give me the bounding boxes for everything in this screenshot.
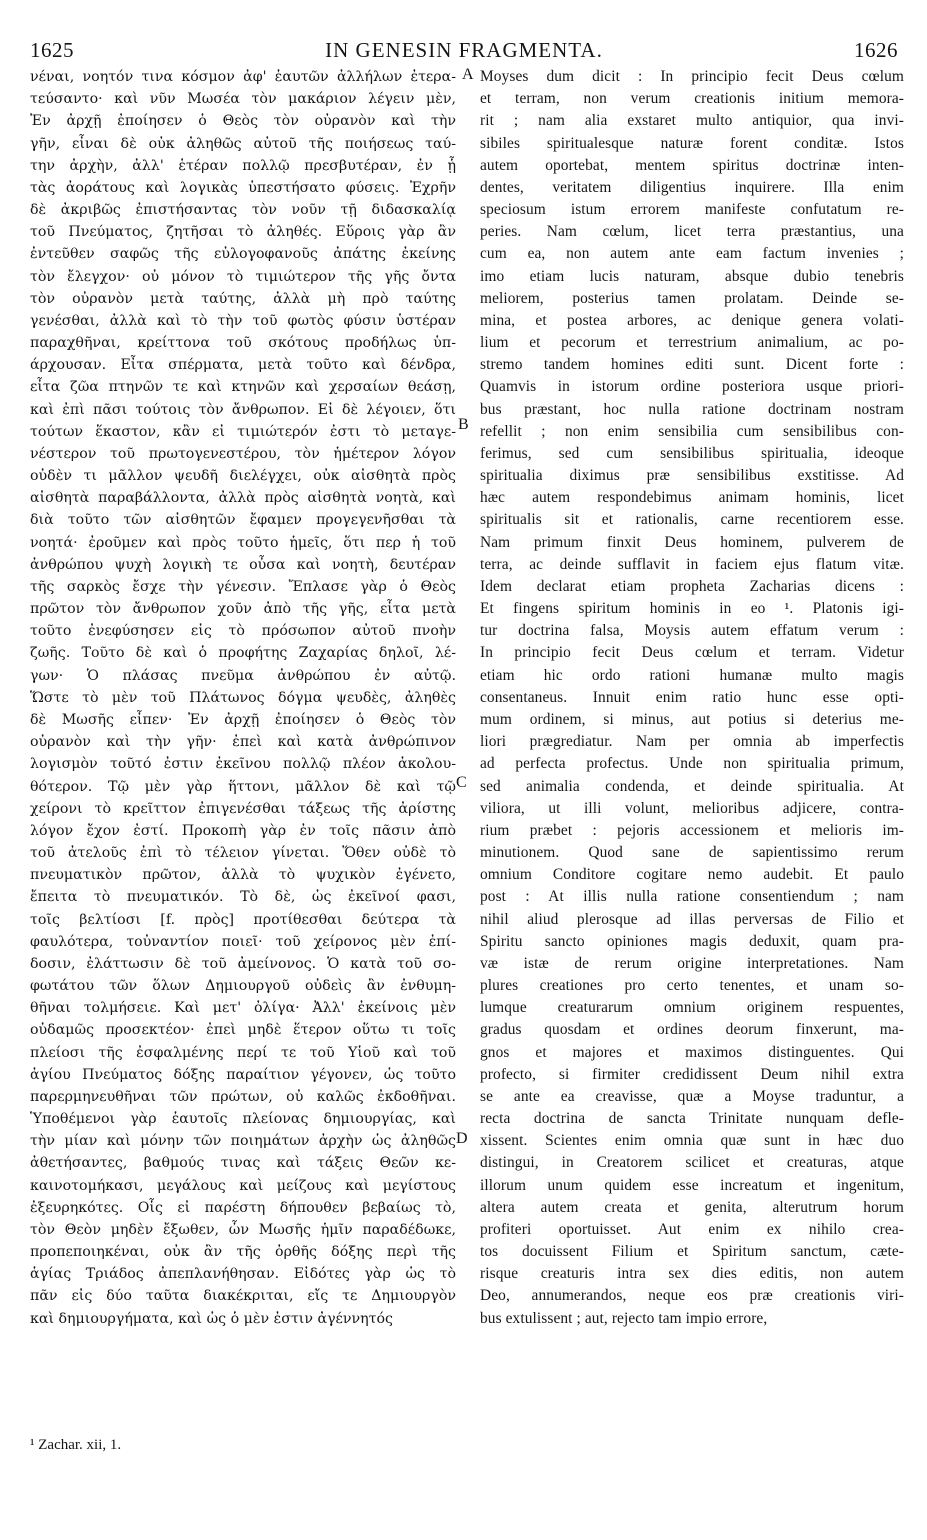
greek-text-line: τῆς σαρκὸς ἔσχε τὴν γένεσιν. Ἔπλασε γὰρ ὁ Θεὸς xyxy=(30,578,456,595)
greek-text-line: διὰ τοῦτο τῶν αἰσθητῶν ἔφαμεν προγεγενῆσθαι τὰ xyxy=(30,512,456,529)
latin-text-line: etiam hic ordo rationi humanæ multo magis xyxy=(480,666,904,684)
greek-text-line: καὶ ἐπὶ πᾶσι τούτοις τὸν ἄνθρωπον. Εἰ δὲ λέγοιεν, ὅτι xyxy=(30,401,456,418)
greek-text-line: γῆν, εἶναι δὲ οὐκ ἀληθῶς αὐτοῦ τῆς ποιήσεως ταύ- xyxy=(30,135,456,152)
section-marker-c: C xyxy=(456,774,467,791)
greek-text-line: τὴν μίαν καὶ μόνην τῶν ποιημάτων ἀρχὴν ὡς ἀληθῶς xyxy=(30,1133,456,1150)
latin-text-line: plures creationes pro certo tenentes, et unam so- xyxy=(480,977,904,995)
greek-text-line: θότερον. Τῷ μὲν γὰρ ἥττονι, μᾶλλον δὲ καὶ τῷ xyxy=(30,778,456,795)
latin-text-line: tos docuissent Filium et Spiritum sanctum, cæte- xyxy=(480,1243,904,1261)
greek-text-line: τοῦτο ἐνεφύσησεν εἰς τὸ πρόσωπον αὐτοῦ πνοὴν xyxy=(30,623,456,640)
latin-text-line: illorum unum quidem esse increatum et ingenitum, xyxy=(480,1176,904,1194)
greek-text-line: τοῦ Πνεύματος, ζητῆσαι τὸ ἀληθές. Εὕροις γὰρ ἂν xyxy=(30,224,456,241)
latin-text-line: bus præstant, hoc nulla ratione doctrinam nostram xyxy=(480,400,904,418)
latin-text-line: Nam primum finxit Deus hominem, pulverem de xyxy=(480,533,904,551)
greek-text-line: ἐντεῦθεν σαφῶς τῆς εὐλογοφανοῦς ἀπάτης ἐκείνης xyxy=(30,246,456,263)
latin-text-line: bus extulissent ; aut, rejecto tam impio errore, xyxy=(480,1309,768,1327)
greek-text-line: δὲ ἀκριβῶς ἐπιστήσαντας τὸν νοῦν τῇ διδασκαλίᾳ xyxy=(30,202,456,219)
latin-text-line: ferimus, sed cum sensibilibus spiritualia, ideoque xyxy=(480,444,904,462)
greek-text-line: τὰς ἀοράτους καὶ λογικὰς ὑπεστήσατο φύσεις. Ἐχρῆν xyxy=(30,179,456,196)
greek-text-line: ζωῆς. Τοῦτο δὲ καὶ ὁ προφήτης Ζαχαρίας δηλοῖ, λέ- xyxy=(30,645,456,662)
latin-text-line: ad perfecta profectus. Unde non spiritualia primum, xyxy=(480,755,904,773)
latin-text-line: rit ; nam alia exstaret multo antiquior, qua invi- xyxy=(480,112,904,130)
latin-text-line: meliorem, posterius tamen prolatam. Deinde se- xyxy=(480,289,904,307)
latin-text-line: se ante ea creavisse, quæ a Moyse traduntur, a xyxy=(480,1087,904,1105)
greek-text-line: καινοτομήκασι, μεγάλους καὶ μείζους καὶ μεγίστους xyxy=(30,1177,456,1194)
greek-text-line: φαυλότερα, τοὐναντίον ποιεῖ· τοῦ χείρονος μὲν ἐπί- xyxy=(30,933,456,950)
greek-text-line: καὶ δημιουργήματα, καὶ ὡς ὁ μὲν ἐστιν ἀγέννητός xyxy=(30,1310,393,1327)
latin-text-line: Moyses dum dicit : In principio fecit Deus cœlum xyxy=(480,68,904,85)
latin-text-line: autem oportebat, mentem spiritus doctrinæ inten- xyxy=(480,156,904,174)
greek-text-line: τὸν οὐρανὸν μετὰ ταύτης, ἀλλὰ μὴ πρὸ ταύτης xyxy=(30,290,456,307)
greek-text-line: δὲ Μωσῆς εἶπεν· Ἐν ἀρχῇ ἐποίησεν ὁ Θεὸς τὸν xyxy=(30,711,456,728)
latin-text-line: lium et pecorum et terrestrium animalium, ac po- xyxy=(480,334,904,352)
latin-text-line: profiteri oportuisset. Aut enim ex nihilo crea- xyxy=(480,1220,904,1238)
footnote: ¹ Zachar. xii, 1. xyxy=(30,1437,122,1453)
greek-text-line: ἁγίου Πνεύματος δόξης παραίτιον γέγονεν, ὡς τοῦτο xyxy=(30,1066,456,1083)
section-marker-b: B xyxy=(458,416,469,433)
greek-text-line: νέστερον τοῦ πρωτογενεστέρου, τὸν ἡμέτερον λόγον xyxy=(30,445,456,462)
greek-text-line: ἁγίας Τριάδος ἀπεπλανήθησαν. Εἰδότες γὰρ ὡς τὸ xyxy=(30,1266,456,1283)
section-marker-a: A xyxy=(462,66,474,83)
greek-text-line: πνευματικὸν πρῶτον, ἀλλὰ τὸ ψυχικὸν ἐγένετο, xyxy=(30,867,456,884)
latin-text-line: Idem declarat etiam propheta Zacharias dicens : xyxy=(480,577,904,595)
latin-text-line: Deo, annumerandos, neque eos præ creationis viri- xyxy=(480,1287,904,1305)
latin-text-line: minutionem. Quod sane de sapientissimo rerum xyxy=(480,844,904,862)
greek-text-line: αἰσθητὰ παραβάλλοντα, ἀλλὰ πρὸς αἰσθητὰ νοητὰ, καὶ xyxy=(30,490,456,507)
greek-text-line: γων· Ὁ πλάσας πνεῦμα ἀνθρώπου ἐν αὐτῷ. xyxy=(30,667,456,684)
latin-text-line: refellit ; non enim sensibilia cum sensibilibus con- xyxy=(480,422,904,440)
greek-text-line: λογισμὸν τοῦτό ἐστιν ἐκεῖνου πολλῷ πλέον ἀκολου- xyxy=(30,756,456,773)
greek-text-line: προπεποιηκέναι, οὐκ ἂν τῆς ὀρθῆς δόξης περὶ τῆς xyxy=(30,1244,456,1261)
latin-text-line: nihil aliud plerosque ad illas perversas de Filio et xyxy=(480,910,904,928)
latin-text-line: In principio fecit Deus cœlum et terram. Videtur xyxy=(480,644,904,662)
greek-text-line: πρῶτον τὸν ἄνθρωπον χοῦν ἀπὸ τῆς γῆς, εἶτα μετὰ xyxy=(30,601,456,618)
latin-text-line: post : At illis nulla ratione consentiendum ; nam xyxy=(480,888,904,906)
greek-text-line: οὐδὲν τι μᾶλλον ψευδῆ διελέγχει, οὐκ αἰσθητὰ πρὸς xyxy=(30,468,456,485)
greek-text-line: φωτάτου τῶν ὅλων Δημιουργοῦ οὐδεὶς ἂν ἐνθυμη- xyxy=(30,978,456,995)
latin-text-line: profecto, si firmiter credidissent Deum nihil extra xyxy=(480,1065,904,1083)
greek-text-column xyxy=(30,66,456,1330)
greek-text-line: την ἀρχὴν, ἀλλ' ἑτέραν πολλῷ πρεσβυτέραν, ἐν ᾗ xyxy=(30,157,456,174)
greek-text-line: τούτων ἕκαστον, κἂν εἰ τιμιώτερόν ἐστι τὸ μεταγε- xyxy=(30,423,456,440)
latin-text-line: stremo tandem homines editi sunt. Dicent forte : xyxy=(480,356,904,374)
right-page-number: 1626 xyxy=(854,38,898,62)
latin-text-line: et terram, non verum creationis initium memora- xyxy=(480,90,904,108)
latin-text-line: tur doctrina falsa, Moysis autem effatum verum : xyxy=(480,622,904,640)
greek-text-line: τοῖς βελτίοσι [f. πρὸς] προτίθεσθαι δεύτερα τὰ xyxy=(30,911,456,928)
latin-text-line: væ istæ de rerum origine interpretationes. Nam xyxy=(480,954,904,972)
latin-text-line: hæc autem respondebimus animam hominis, licet xyxy=(480,489,904,507)
greek-text-line: πλείοσι τῆς ἐσφαλμένης περί τε τοῦ Υἱοῦ καὶ τοῦ xyxy=(30,1044,456,1061)
page-header xyxy=(30,38,898,64)
latin-text-line: mum ordinem, si minus, aut potius si deterius me- xyxy=(480,710,904,728)
latin-text-line: rium præbet : pejoris accessionem et melioris im- xyxy=(480,821,904,839)
latin-text-line: risque creaturis intra sex dies editis, non autem xyxy=(480,1265,904,1283)
greek-text-line: δοσιν, ἐλάττωσιν δὲ τοῦ ἀμείνονος. Ὁ κατὰ τοῦ σο- xyxy=(30,955,456,972)
greek-text-line: άρχουσαν. Εἶτα σπέρματα, μετὰ τοῦτο καὶ δένδρα, xyxy=(30,357,456,374)
greek-text-line: τεύσαντο· καὶ νῦν Μωσέα τὸν μακάριον λέγειν μὲν, xyxy=(30,91,456,108)
latin-text-line: consentaneus. Innuit enim ratio hunc esse opti- xyxy=(480,688,904,706)
latin-text-line: altera autem creata et genita, alterutrum horum xyxy=(480,1198,904,1216)
latin-text-line: liori prægrediatur. Nam per omnia ab imperfectis xyxy=(480,733,904,751)
latin-text-line: mina, et postea arbores, ac denique genera volati- xyxy=(480,311,904,329)
greek-text-line: τὸν Θεὸν μηδὲν ἔξωθεν, ὧν Μωσῆς ἡμῖν παραδέδωκε, xyxy=(30,1221,456,1238)
greek-text-line: Ἐν ἀρχῇ ἐποίησεν ὁ Θεὸς τὸν οὐρανὸν καὶ τὴν xyxy=(30,113,456,130)
latin-text-line: Et fingens spiritum hominis in eo ¹. Platonis igi- xyxy=(480,600,904,618)
latin-text-line: sed animalia condenda, et deinde spiritualia. At xyxy=(480,777,904,795)
latin-text-line: Quamvis in istorum ordine posteriora usque priori- xyxy=(480,378,904,396)
greek-text-line: παρερμηνευθῆναι τῶν πρώτων, οὐ καλῶς ἐκδοθῆναι. xyxy=(30,1088,456,1105)
greek-text-line: ἀνθρώπου ψυχὴ λογικὴ τε οὖσα καὶ νοητὴ, δευτέραν xyxy=(30,556,456,573)
greek-text-line: τοῦ ἀτελοῦς ἐπὶ τὸ τέλειον γίνεται. Ὅθεν οὐδὲ τὸ xyxy=(30,845,456,862)
greek-text-line: λόγον ἔχον ἐστί. Προκοπὴ γὰρ ἐν τοῖς πᾶσιν ἀπὸ xyxy=(30,822,456,839)
greek-text-line: οὐδαμῶς προσεκτέον· ἐπεὶ μηδὲ ἕτερον οὕτω τι τοῖς xyxy=(30,1022,456,1039)
latin-text-column xyxy=(480,66,904,1330)
latin-text-line: distingui, in Creatorem scilicet et creaturas, atque xyxy=(480,1154,904,1172)
greek-text-line: οὐρανὸν καὶ τὴν γῆν· ἐπεὶ καὶ κατὰ ἀνθρώπινον xyxy=(30,734,456,751)
greek-text-line: ἐξευρηκότες. Οἷς εἰ παρέστη δήπουθεν βεβαίως τὸ, xyxy=(30,1199,456,1216)
section-marker-d: D xyxy=(456,1130,468,1147)
greek-text-line: τὸν ἔλεγχον· οὐ μόνον τὸ τιμιώτερον τῆς γῆς ὄντα xyxy=(30,268,456,285)
greek-text-line: νέναι, νοητόν τινα κόσμον ἀφ' ἑαυτῶν ἀλλήλων ἐτερα- xyxy=(30,69,456,85)
greek-text-line: γενέσθαι, ἀλλὰ καὶ τὸ τὴν τοῦ φωτὸς φύσιν ὑστέραν xyxy=(30,312,456,329)
latin-text-line: lumque creaturarum omnium originem respuentes, xyxy=(480,999,904,1017)
latin-text-line: recta doctrina de sancta Trinitate nunquam defle- xyxy=(480,1110,904,1128)
latin-text-line: imo etiam lucis naturam, absque dubio tenebris xyxy=(480,267,904,285)
greek-text-line: Ὑποθέμενοι γὰρ ἑαυτοῖς πλείονας δημιουργίας, καὶ xyxy=(30,1111,456,1128)
latin-text-line: omnium Conditore cogitare nemo audebit. Et paulo xyxy=(480,866,904,884)
greek-text-line: πᾶν εἰς δύο ταῦτα διακέκριται, εἴς τε Δημιουργὸν xyxy=(30,1288,456,1305)
latin-text-line: peries. Nam cœlum, licet terra præstantius, una xyxy=(480,223,904,241)
latin-text-line: gradus quosdam et ordines deorum finxerunt, ma- xyxy=(480,1021,904,1039)
greek-text-line: εἶτα ζῶα πτηνῶν τε καὶ κτηνῶν καὶ χερσαίων θεάσῃ, xyxy=(30,379,456,396)
greek-text-line: θῆναι τολμήσειε. Καὶ μετ' ὀλίγα· Ἀλλ' ἐκείνοις μὲν xyxy=(30,1000,456,1017)
latin-text-line: dentes, veritatem diligentius inquirere. Illa enim xyxy=(480,178,904,196)
latin-text-line: spiritualis sit et rationalis, carne recentiorem esse. xyxy=(480,511,904,529)
latin-text-line: spiritualia diximus præ sensibilibus exstitisse. Ad xyxy=(480,467,904,485)
greek-text-line: ἀθετήσαντες, βαθμούς τινας καὶ τάξεις Θεῶν κε- xyxy=(30,1155,456,1172)
greek-text-line: ἔπειτα τὸ πνευματικόν. Τὸ δὲ, ὡς ἐκεῖνοί φασι, xyxy=(30,889,456,906)
greek-text-line: Ὥστε τὸ μὲν τοῦ Πλάτωνος δόγμα ψευδὲς, ἀληθὲς xyxy=(30,689,456,706)
latin-text-line: Spiritu sancto opiniones magis deduxit, quam pra- xyxy=(480,932,904,950)
latin-text-line: speciosum istum errorem manifeste confutatum re- xyxy=(480,201,904,219)
greek-text-line: νοητά· ἐροῦμεν καὶ πρὸς τοῦτο ἡμεῖς, ὅτι περ ἡ τοῦ xyxy=(30,534,456,551)
greek-text-line: χείρονι τὸ κρεῖττον ἐπιγενέσθαι τάξεως τῆς ἀρίστης xyxy=(30,800,456,817)
running-title: IN GENESIN FRAGMENTA. xyxy=(325,38,603,62)
latin-text-line: xissent. Scientes enim omnia quæ sunt in hæc duo xyxy=(480,1132,904,1150)
latin-text-line: viliora, ut illi volunt, melioribus adjicere, contra- xyxy=(480,799,904,817)
latin-text-line: cum ea, non autem ante eam factum invenies ; xyxy=(480,245,904,263)
latin-text-line: gnos et majores et maximos distinguentes. Qui xyxy=(480,1043,904,1061)
latin-text-line: sibiles spiritualesque naturæ forent conditæ. Istos xyxy=(480,134,904,152)
greek-text-line: παραχθῆναι, κρείττονα τοῦ σκότους προδήλως ὑπ- xyxy=(30,335,456,352)
left-page-number: 1625 xyxy=(30,38,74,62)
latin-text-line: terra, ac deinde sufflavit in faciem ejus flatum vitæ. xyxy=(480,555,904,573)
